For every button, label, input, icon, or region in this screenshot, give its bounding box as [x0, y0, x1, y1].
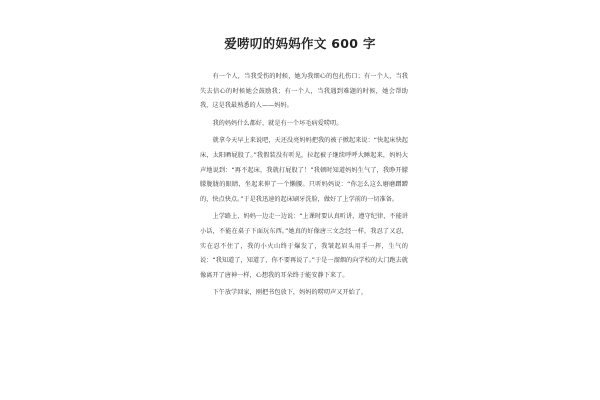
paragraph: 下午放学回家，刚把书包放下，妈妈的唠叨声又开始了，: [212, 289, 368, 297]
article-body: [200, 70, 408, 304]
paragraph: 上学路上，妈妈一边走一边说：“上课时要认真听讲，遵守纪律，不能讲小话，不能在桌子下面玩东西。”她真的好像唐三文念经一样，我忍了又忍，实在忍不住了，我的小火山终于爆发了，我皱起眉头用手一挥，生气的说：“我知道了，知道了，你不要再说了。”于是一溜烟的向学校的大门跑去就像离开了唐神一样，心想我的耳朵终于能安静下来了。: [200, 213, 408, 279]
paragraph: 我的妈妈什么都好，就是有一个坏毛病爱唠叨。: [212, 119, 343, 127]
paragraph: 有一个人，当我受伤的时候，她为我细心的包扎伤口；有一个人，当我失去信心的时候她会鼓励我；有一个人，当我遇到难题的时候，她会帮助我，这是我最熟悉的人——妈妈。: [200, 73, 408, 110]
document-title: 爱唠叨的妈妈作文 600 字: [224, 36, 376, 51]
paragraph: 就拿今天早上来说吧，天还没亮妈妈把我的被子掀起来说：“快起床快起床，太阳晒屁股了。”我假装没有听见，拉起被子继续呼呼大睡起来，妈妈大声地说到：“再不起床，我就打屁股了！”我顿时知道妈妈生气了，我睁开朦朦胧胧的眼睛，坐起来伸了一个懒腰。只听妈妈说：“你怎么这么磨磨蹭蹭的，快点快点。”于是我迅速的起床刷牙洗脸，做好了上学前的一切准备。: [200, 137, 408, 203]
